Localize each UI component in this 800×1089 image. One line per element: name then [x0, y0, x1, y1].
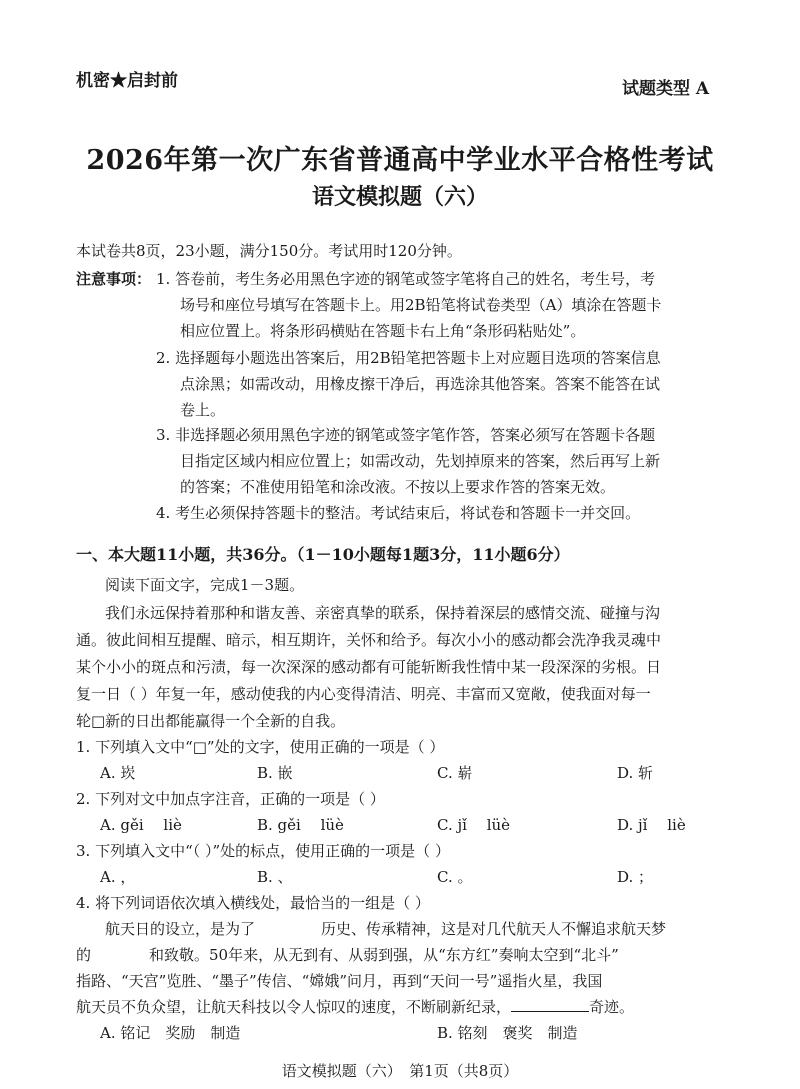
option-c: C. 。: [437, 868, 473, 886]
section-heading: 一、本大题11小题，共36分。（1－10小题每1题3分，11小题6分）: [76, 545, 570, 564]
option-d: D. 斩: [617, 764, 654, 782]
page-footer: 语文模拟题（六） 第1页（共8页）: [281, 1062, 519, 1080]
option-c: C. 崭: [437, 764, 473, 782]
passage-line: 某个小小的斑点和污渍，每一次深深的感动都有可能斩断我性情中某一段深深的劣根。日: [76, 658, 662, 676]
q4-passage-text: 的: [76, 946, 92, 964]
q4-passage-text: 奇迹。: [589, 998, 635, 1016]
exam-title: 2026年第一次广东省普通高中学业水平合格性考试: [86, 145, 714, 176]
q4-passage-text: 航天员不负众望，让航天科技以令人惊叹的速度，不断刷新纪录，: [76, 998, 512, 1016]
notes-line: 1. 答卷前，考生务必用黑色字迹的钢笔或签字笔将自己的姓名，考生号，考: [156, 270, 656, 288]
notes-line: 目指定区域内相应位置上；如需改动，先划掉原来的答案，然后再写上新: [180, 452, 661, 470]
option-c: C. jǐ lüè: [437, 816, 511, 834]
notes-line: 点涂黑；如需改动，用橡皮擦干净后，再选涂其他答案。答案不能答在试: [180, 375, 661, 393]
q4-passage-text: 历史、传承精神，这是对几代航天人不懈追求航天梦: [321, 920, 667, 938]
notes-line: 场号和座位号填写在答题卡上。用2B铅笔将试卷类型（A）填涂在答题卡: [180, 296, 662, 314]
question-stem: 1. 下列填入文中“□”处的文字，使用正确的一项是（ ）: [76, 738, 445, 756]
option-a: A. 崁: [100, 764, 136, 782]
q4-passage-line: [76, 944, 619, 965]
confidential-mark: 机密★启封前: [76, 71, 178, 91]
option-b: B. 铭刻 褒奖 制造: [437, 1024, 578, 1042]
question-stem: 4. 将下列词语依次填入横线处，最恰当的一组是（ ）: [76, 894, 430, 912]
exam-intro: 本试卷共8页，23小题，满分150分。考试用时120分钟。: [76, 242, 462, 260]
notes-label: 注意事项：: [76, 270, 152, 288]
option-a: A. ，: [100, 868, 136, 886]
reading-instruction: 阅读下面文字，完成1－3题。: [105, 576, 305, 594]
option-a: A. gěi liè: [100, 816, 182, 834]
notes-line: 的答案；不准使用铅笔和涂改液。不按以上要求作答的答案无效。: [180, 478, 616, 496]
q4-passage-text: 和致敬。50年来，从无到有、从弱到强，从“东方红”奏响太空到“北斗”: [149, 946, 619, 964]
q4-passage-line: [76, 996, 634, 1017]
exam-subtitle: 语文模拟题（六）: [311, 184, 488, 210]
paper-type-mark: 试题类型 A: [622, 79, 710, 99]
option-b: B. gěi lüè: [257, 816, 344, 834]
q4-passage-line: [105, 918, 666, 939]
q4-passage-line: 指路、“天宫”览胜、“墨子”传信、“嫦娥”问月，再到“天问一号”遥指火星，我国: [76, 972, 603, 990]
q4-passage-text: 航天日的设立，是为了: [105, 920, 256, 938]
notes-line: 3. 非选择题必须用黑色字迹的钢笔或签字笔作答，答案必须写在答题卡各题: [156, 426, 656, 444]
option-a: A. 铭记 奖励 制造: [100, 1024, 241, 1042]
passage-line: 复一日（ ）年复一年，感动使我的内心变得清洁、明亮、丰富而又宽敞，使我面对每一: [76, 685, 651, 703]
notes-line: 2. 选择题每小题选出答案后，用2B铅笔把答题卡上对应题目选项的答案信息: [156, 349, 661, 367]
passage-line: 轮□新的日出都能赢得一个全新的自我。: [76, 712, 346, 730]
notes-line: 卷上。: [180, 401, 226, 419]
notes-line: 相应位置上。将条形码横贴在答题卡右上角“条形码粘贴处”。: [180, 322, 586, 340]
fill-blank-underline: [511, 997, 589, 1012]
passage-line: 我们永远保持着那种和谐友善、亲密真挚的联系，保持着深层的感情交流、碰撞与沟: [105, 604, 661, 622]
question-stem: 3. 下列填入文中“（ ）”处的标点，使用正确的一项是（ ）: [76, 842, 450, 860]
passage-line: 通。彼此间相互提醒、暗示，相互期许，关怀和给予。每次小小的感动都会洗净我灵魂中: [76, 631, 662, 649]
option-d: D. jǐ liè: [617, 816, 686, 834]
notes-line: 4. 考生必须保持答题卡的整洁。考试结束后，将试卷和答题卡一并交回。: [156, 504, 641, 522]
option-b: B. 嵌: [257, 764, 293, 782]
question-stem: 2. 下列对文中加点字注音，正确的一项是（ ）: [76, 790, 385, 808]
option-b: B. 、: [257, 868, 293, 886]
option-d: D. ；: [617, 868, 654, 886]
